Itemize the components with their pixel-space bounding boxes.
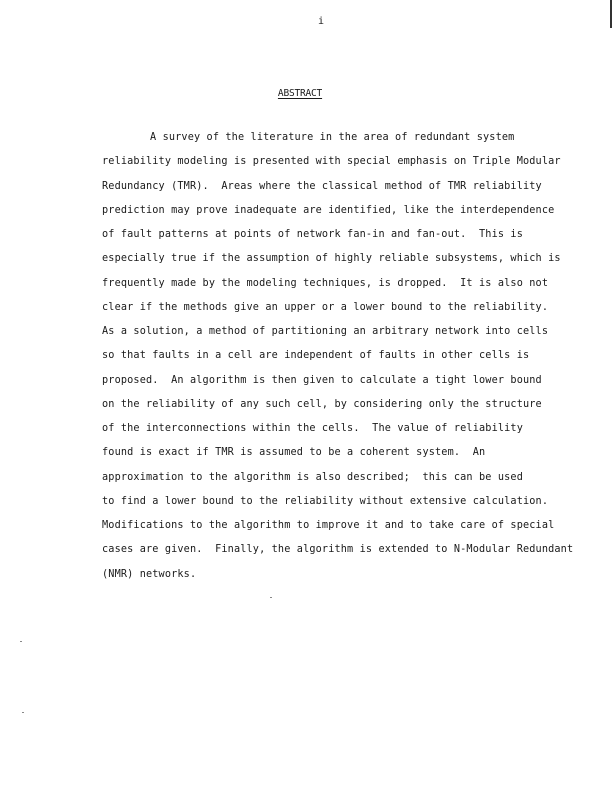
scan-speck [270, 597, 272, 598]
abstract-body [102, 126, 573, 587]
abstract-heading [0, 88, 600, 99]
abstract-line: Redundancy (TMR). Areas where the classical method of TMR reliability [102, 180, 542, 192]
abstract-line: cases are given. Finally, the algorithm is extended to N-Modular Redundant [102, 544, 574, 556]
abstract-line: approximation to the algorithm is also described; this can be used [102, 471, 523, 483]
scan-speck [22, 712, 24, 713]
abstract-line: (NMR) networks. [102, 568, 197, 580]
abstract-line: found is exact if TMR is assumed to be a coherent system. An [102, 447, 486, 459]
abstract-heading-text: ABSTRACT [277, 88, 323, 99]
abstract-line: of the interconnections within the cells. The value of reliability [102, 423, 523, 434]
abstract-line: to find a lower bound to the reliability without extensive calculation. [102, 495, 549, 507]
abstract-line: frequently made by the modeling techniques, is dropped. It is also not [102, 277, 549, 289]
abstract-line: especially true if the assumption of highly reliable subsystems, which is [102, 253, 561, 265]
abstract-line: prediction may prove inadequate are identified, like the interdependence [102, 204, 555, 216]
abstract-line: proposed. An algorithm is then given to calculate a tight lower bound [102, 374, 542, 386]
abstract-line: of fault patterns at points of network fan-in and fan-out. This is [102, 229, 523, 240]
abstract-line: A survey of the literature in the area of redundant system [150, 132, 515, 143]
page-number: i [317, 16, 325, 27]
abstract-line: As a solution, a method of partitioning an arbitrary network into cells [102, 326, 549, 337]
abstract-line: Modifications to the algorithm to improve it and to take care of special [102, 520, 555, 531]
abstract-line: on the reliability of any such cell, by considering only the structure [102, 398, 542, 410]
scan-speck [20, 641, 22, 642]
abstract-line: reliability modeling is presented with special emphasis on Triple Modular [102, 156, 561, 168]
abstract-line: so that faults in a cell are independent of faults in other cells is [102, 350, 530, 362]
abstract-line: clear if the methods give an upper or a lower bound to the reliability. [102, 301, 549, 313]
